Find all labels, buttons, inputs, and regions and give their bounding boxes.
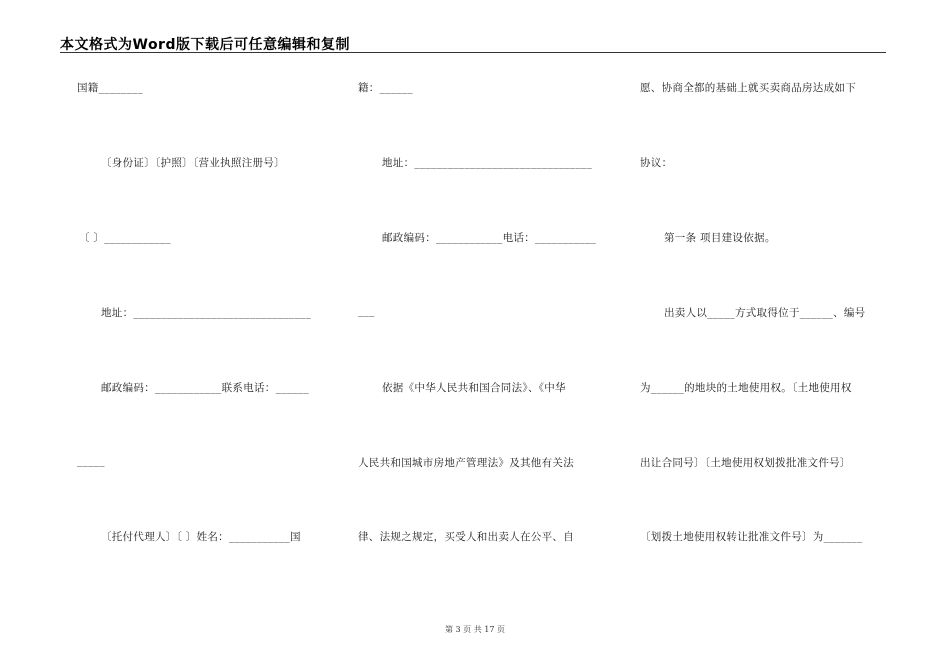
text-line: _____ — [77, 455, 105, 467]
text-line: 〔划拨土地使用权转让批准文件号〕为_______ — [640, 531, 863, 543]
text-line: 国籍________ — [77, 82, 143, 94]
text-line: 〔托付代理人〕〔 〕姓名：___________国 — [101, 531, 301, 543]
text-line: ___ — [358, 305, 375, 317]
text-line: 出让合同号〕〔土地使用权划拨批准文件号〕 — [640, 457, 851, 469]
text-line: 出卖人以_____方式取得位于______、编号 — [664, 307, 866, 319]
text-line: 愿、协商全都的基础上就买卖商品房达成如下 — [640, 82, 856, 94]
text-line: 邮政编码：____________联系电话：______ — [101, 382, 309, 394]
text-line: 地址：________________________________ — [382, 157, 592, 169]
text-line: 地址：________________________________ — [101, 307, 311, 319]
text-line: 〔 〕____________ — [79, 232, 171, 244]
text-line: 〔身份证〕〔护照〕〔营业执照注册号〕 — [101, 157, 285, 169]
text-line: 依据《中华人民共和国合同法》、《中华 — [382, 382, 566, 394]
text-line: 籍：______ — [358, 82, 413, 94]
page-header-title: 本文格式为Word版下载后可任意编辑和复制 — [60, 37, 350, 53]
text-line: 第一条 项目建设依据。 — [664, 232, 776, 244]
page-number-footer: 第 3 页 共 17 页 — [445, 625, 505, 634]
text-line: 邮政编码：____________电话：___________ — [382, 232, 597, 244]
text-line: 协议： — [640, 157, 673, 169]
text-line: 人民共和国城市房地产管理法》及其他有关法 — [358, 457, 574, 469]
text-line: 律、法规之规定，买受人和出卖人在公平、自 — [358, 531, 574, 543]
text-line: 为______的地块的土地使用权。〔土地使用权 — [640, 382, 852, 394]
